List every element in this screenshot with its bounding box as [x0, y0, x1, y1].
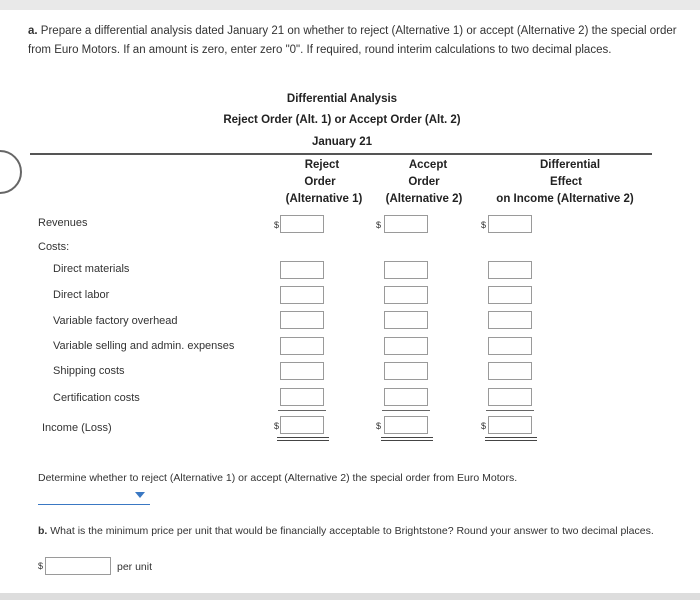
- question-b-text: What is the minimum price per unit that would be financially acceptable to Brightstone? Round your answer to two decimal places.: [50, 525, 654, 537]
- col3-header-line3: on Income (Alternative 2): [496, 193, 634, 205]
- currency-symbol: $: [481, 421, 487, 431]
- table-title: Differential Analysis: [286, 93, 398, 105]
- variable-selling-admin-alt2-input[interactable]: [384, 337, 428, 355]
- certification-costs-alt2-input[interactable]: [384, 388, 428, 406]
- dropdown-underline: [38, 504, 150, 505]
- col3-header-line2: Effect: [550, 176, 582, 188]
- determine-prompt: Determine whether to reject (Alternative 1) or accept (Alternative 2) the special order from Euro Motors.: [38, 472, 518, 484]
- currency-symbol: $: [38, 561, 44, 571]
- question-a-text: Prepare a differential analysis dated January 21 on whether to reject (Alternative 1) or accept (Alternative 2) the special order from Euro Motors. If an amount is zero, enter zero "0". If required, round interim calculations to two decimal places.: [28, 25, 677, 56]
- col3-header-line1: Differential: [539, 159, 601, 171]
- row-label-direct-materials: Direct materials: [53, 263, 130, 275]
- income-alt1-input[interactable]: [280, 416, 324, 434]
- certification-costs-diff-input[interactable]: [488, 388, 532, 406]
- row-label-costs: Costs:: [38, 241, 70, 253]
- row-label-shipping-costs: Shipping costs: [53, 365, 125, 377]
- question-a-part: a.: [28, 25, 38, 37]
- revenues-alt2-input[interactable]: [384, 215, 428, 233]
- double-underline: [485, 437, 537, 441]
- direct-materials-alt2-input[interactable]: [384, 261, 428, 279]
- direct-labor-diff-input[interactable]: [488, 286, 532, 304]
- revenues-alt1-input[interactable]: [280, 215, 324, 233]
- subtotal-line: [382, 410, 430, 411]
- row-label-variable-factory-overhead: Variable factory overhead: [53, 315, 178, 327]
- income-alt2-input[interactable]: [384, 416, 428, 434]
- variable-factory-overhead-alt2-input[interactable]: [384, 311, 428, 329]
- row-label-revenues: Revenues: [38, 217, 88, 229]
- direct-labor-alt2-input[interactable]: [384, 286, 428, 304]
- col2-header-line3: (Alternative 2): [385, 193, 463, 205]
- currency-symbol: $: [481, 220, 487, 230]
- subtotal-line: [486, 410, 534, 411]
- direct-materials-diff-input[interactable]: [488, 261, 532, 279]
- side-circle-button[interactable]: [0, 150, 22, 194]
- shipping-costs-alt2-input[interactable]: [384, 362, 428, 380]
- certification-costs-alt1-input[interactable]: [280, 388, 324, 406]
- col1-header-line1: Reject: [304, 159, 340, 171]
- row-label-income-loss: Income (Loss): [42, 422, 112, 434]
- col1-header-line2: Order: [304, 176, 336, 188]
- question-a: [28, 22, 693, 60]
- col2-header-line1: Accept: [408, 159, 448, 171]
- question-b-part: b.: [38, 525, 48, 537]
- currency-symbol: $: [274, 421, 280, 431]
- top-band: [0, 0, 700, 10]
- variable-factory-overhead-alt1-input[interactable]: [280, 311, 324, 329]
- table-subtitle: Reject Order (Alt. 1) or Accept Order (Alt. 2): [223, 114, 461, 126]
- bottom-band: [0, 593, 700, 600]
- col1-header-line3: (Alternative 1): [285, 193, 363, 205]
- row-label-variable-selling-admin: Variable selling and admin. expenses: [53, 340, 235, 352]
- shipping-costs-alt1-input[interactable]: [280, 362, 324, 380]
- row-label-certification-costs: Certification costs: [53, 392, 140, 404]
- shipping-costs-diff-input[interactable]: [488, 362, 532, 380]
- variable-selling-admin-diff-input[interactable]: [488, 337, 532, 355]
- currency-symbol: $: [376, 421, 382, 431]
- table-date: January 21: [311, 136, 373, 148]
- income-diff-input[interactable]: [488, 416, 532, 434]
- variable-factory-overhead-diff-input[interactable]: [488, 311, 532, 329]
- header-rule: [30, 153, 652, 155]
- variable-selling-admin-alt1-input[interactable]: [280, 337, 324, 355]
- subtotal-line: [278, 410, 326, 411]
- currency-symbol: $: [274, 220, 280, 230]
- double-underline: [277, 437, 329, 441]
- revenues-diff-input[interactable]: [488, 215, 532, 233]
- min-price-input[interactable]: [45, 557, 111, 575]
- currency-symbol: $: [376, 220, 382, 230]
- row-label-direct-labor: Direct labor: [53, 289, 110, 301]
- chevron-down-icon[interactable]: [135, 492, 145, 498]
- col2-header-line2: Order: [408, 176, 440, 188]
- direct-labor-alt1-input[interactable]: [280, 286, 324, 304]
- direct-materials-alt1-input[interactable]: [280, 261, 324, 279]
- per-unit-label: per unit: [117, 561, 153, 573]
- double-underline: [381, 437, 433, 441]
- question-b: [38, 522, 688, 540]
